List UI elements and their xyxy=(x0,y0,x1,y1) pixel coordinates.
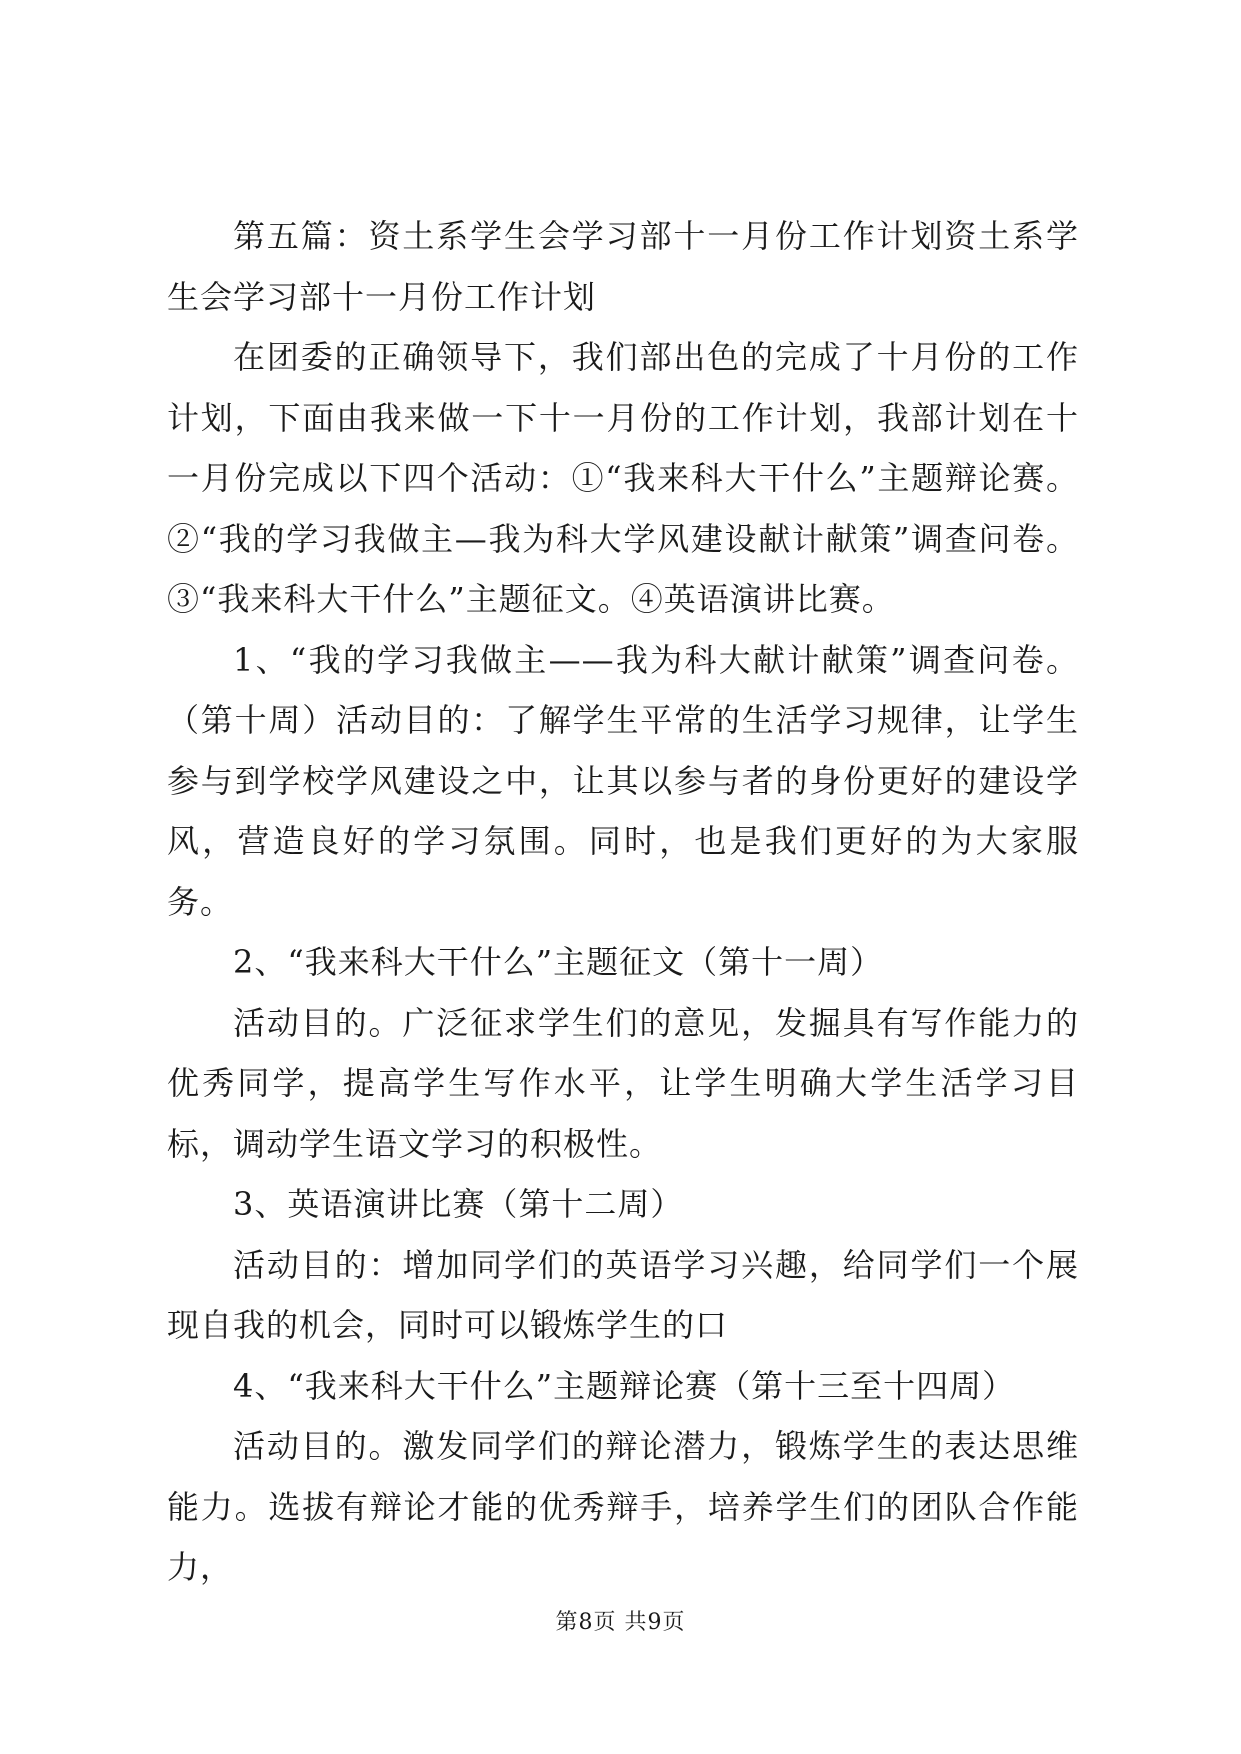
activity-2-heading: 2、“我来科大干什么”主题征文（第十一周） xyxy=(233,943,884,981)
activity-3-heading: 3、英语演讲比赛（第十二周） xyxy=(233,1185,684,1223)
activity-4-purpose: 活动目的。激发同学们的辩论潜力，锻炼学生的表达思维能力。选拔有辩论才能的优秀辩手，培养学生们的团队合作能力， xyxy=(167,1427,1079,1586)
section-heading: 第五篇：资土系学生会学习部十一月份工作计划资土系学生会学习部十一月份工作计划 xyxy=(167,217,1079,316)
document-body xyxy=(167,206,1079,1598)
intro-paragraph: 在团委的正确领导下，我们部出色的完成了十月份的工作计划，下面由我来做一下十一月份的工作计划，我部计划在十一月份完成以下四个活动：①“我来科大干什么”主题辩论赛。②“我的学习我做主—我为科大学风建设献计献策”调查问卷。③“我来科大干什么”主题征文。④英语演讲比赛。 xyxy=(167,338,1079,618)
page-number-footer: 第8页 共9页 xyxy=(555,1610,686,1635)
activity-3-purpose: 活动目的：增加同学们的英语学习兴趣，给同学们一个展现自我的机会，同时可以锻炼学生的口 xyxy=(167,1245,1079,1344)
activity-1-paragraph: 1、“我的学习我做主——我为科大献计献策”调查问卷。（第十周）活动目的：了解学生平常的生活学习规律，让学生参与到学校学风建设之中，让其以参与者的身份更好的建设学风，营造良好的学习氛围。同时，也是我们更好的为大家服务。 xyxy=(167,640,1079,921)
activity-2-purpose: 活动目的。广泛征求学生们的意见，发掘具有写作能力的优秀同学，提高学生写作水平，让学生明确大学生活学习目标，调动学生语文学习的积极性。 xyxy=(167,1003,1079,1163)
activity-4-heading: 4、“我来科大干什么”主题辩论赛（第十三至十四周） xyxy=(233,1366,1016,1405)
